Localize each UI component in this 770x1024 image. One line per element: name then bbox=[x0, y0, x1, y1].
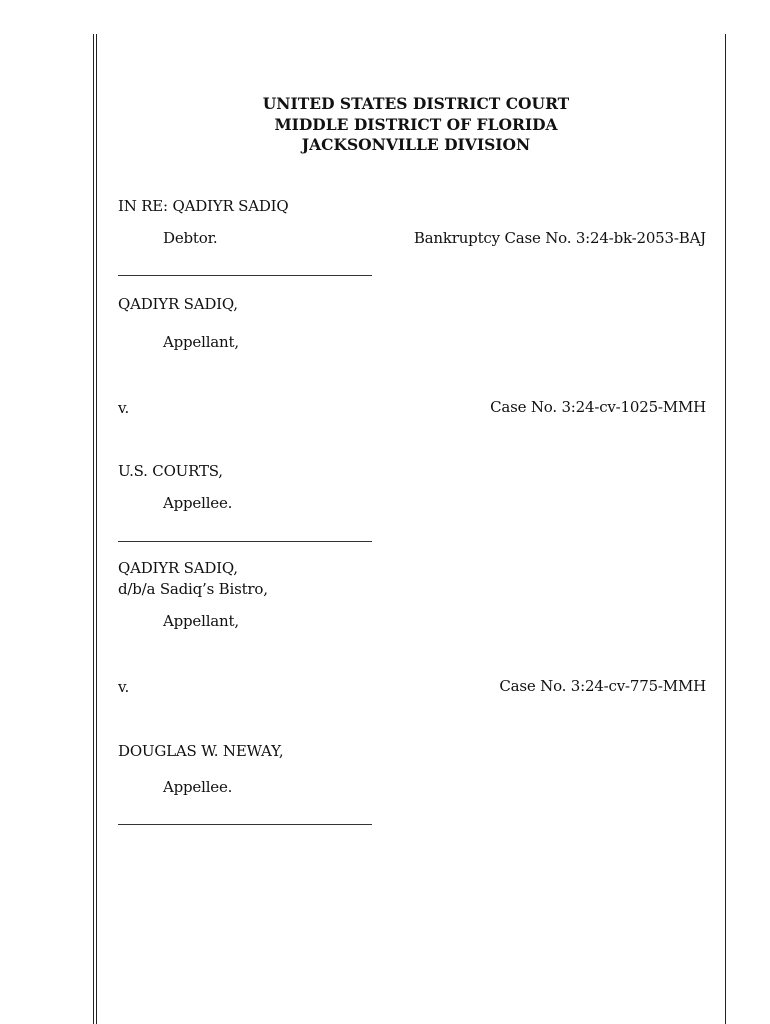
case2-appellee-name: DOUGLAS W. NEWAY, bbox=[118, 742, 284, 760]
in-re-caption: IN RE: QADIYR SADIQ bbox=[118, 197, 289, 215]
page-border-right bbox=[725, 34, 726, 1024]
case2-appellant-dba: d/b/a Sadiq’s Bistro, bbox=[118, 580, 268, 598]
court-district: MIDDLE DISTRICT OF FLORIDA bbox=[274, 115, 558, 134]
case1-appellant-name: QADIYR SADIQ, bbox=[118, 295, 238, 313]
caption-divider bbox=[118, 824, 372, 825]
caption-divider bbox=[118, 275, 372, 276]
case2-case-number: Case No. 3:24-cv-775-MMH bbox=[499, 677, 706, 695]
case2-appellee-role: Appellee. bbox=[163, 778, 233, 796]
case1-case-number: Case No. 3:24-cv-1025-MMH bbox=[490, 398, 706, 416]
case1-appellant-role: Appellant, bbox=[163, 333, 239, 351]
bankruptcy-case-number: Bankruptcy Case No. 3:24-bk-2053-BAJ bbox=[413, 229, 706, 247]
caption-divider bbox=[118, 541, 372, 542]
case2-versus: v. bbox=[118, 678, 130, 696]
case1-appellee-role: Appellee. bbox=[163, 494, 233, 512]
court-division: JACKSONVILLE DIVISION bbox=[301, 135, 531, 154]
page-border-left bbox=[93, 34, 97, 1024]
case1-versus: v. bbox=[118, 399, 130, 417]
case1-appellee-name: U.S. COURTS, bbox=[118, 462, 223, 480]
debtor-role: Debtor. bbox=[163, 229, 218, 247]
case2-appellant-role: Appellant, bbox=[163, 612, 239, 630]
court-name: UNITED STATES DISTRICT COURT bbox=[262, 94, 570, 113]
case2-appellant-name: QADIYR SADIQ, bbox=[118, 559, 238, 577]
